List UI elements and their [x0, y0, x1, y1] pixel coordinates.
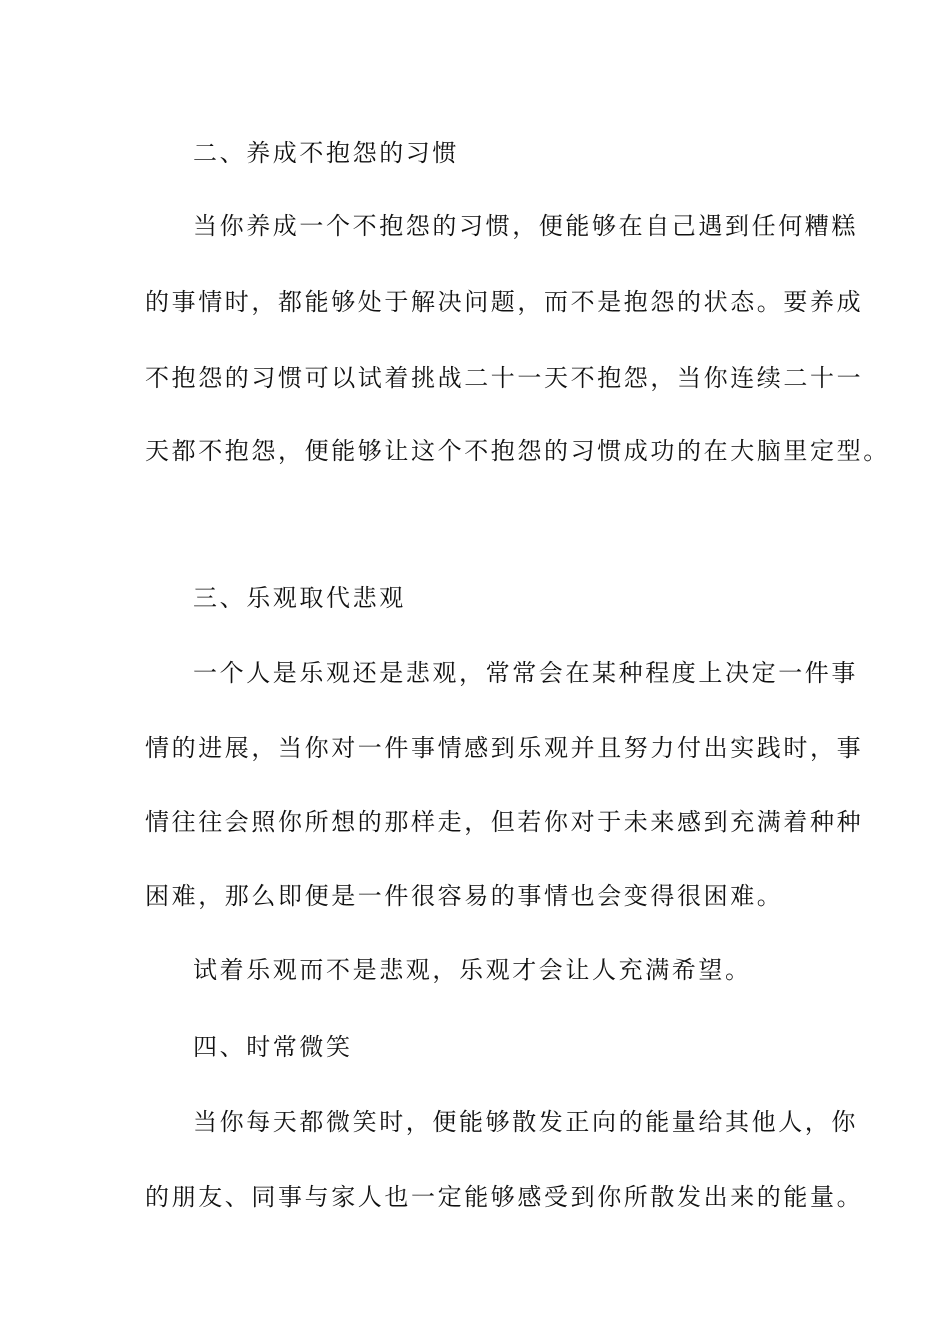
- paragraph-line: 当你每天都微笑时，便能够散发正向的能量给其他人，你: [193, 1108, 858, 1136]
- paragraph-line: 当你养成一个不抱怨的习惯，便能够在自己遇到任何糟糕: [193, 212, 858, 240]
- paragraph-line: 情的进展，当你对一件事情感到乐观并且努力付出实践时，事: [145, 734, 864, 762]
- paragraph-line: 天都不抱怨，便能够让这个不抱怨的习惯成功的在大脑里定型。: [145, 437, 890, 465]
- paragraph-line: 试着乐观而不是悲观，乐观才会让人充满希望。: [193, 956, 752, 984]
- paragraph-line: 困难，那么即便是一件很容易的事情也会变得很困难。: [145, 882, 784, 910]
- section-heading: 四、时常微笑: [193, 1033, 353, 1061]
- paragraph-line: 的事情时，都能够处于解决问题，而不是抱怨的状态。要养成: [145, 288, 864, 316]
- section-heading: 二、养成不抱怨的习惯: [193, 139, 459, 167]
- paragraph-line: 不抱怨的习惯可以试着挑战二十一天不抱怨，当你连续二十一: [145, 364, 864, 392]
- paragraph-line: 一个人是乐观还是悲观，常常会在某种程度上决定一件事: [193, 659, 858, 687]
- paragraph-line: 情往往会照你所想的那样走，但若你对于未来感到充满着种种: [145, 808, 864, 836]
- paragraph-line: 的朋友、同事与家人也一定能够感受到你所散发出来的能量。: [145, 1183, 864, 1211]
- section-heading: 三、乐观取代悲观: [193, 584, 406, 612]
